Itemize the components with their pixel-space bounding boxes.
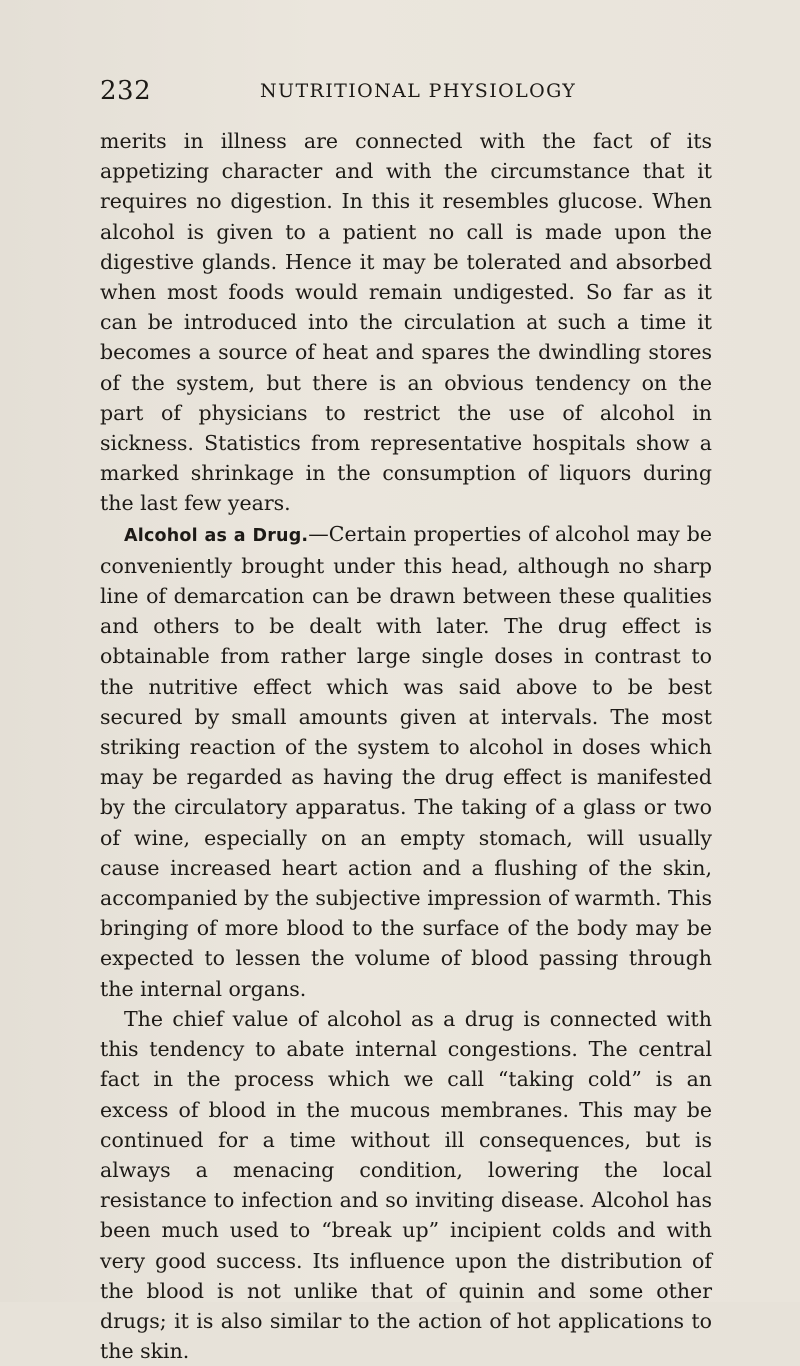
page-number: 232 xyxy=(100,76,152,106)
paragraph-2 xyxy=(100,519,712,1004)
paragraph-1: merits in illness are connected with the fact of its appetizing character and with the circumstance that it requires no digestion. In this it resembles glucose. When alcohol is given to a patient no call is made upon the digestive glands. Hence it may be tolerated and absorbed when most foods would remain undigested. So far as it can be introduced into the circulation at such a time it becomes a source of heat and spares the dwindling stores of the system, but there is an obvious tendency on the part of physicians to restrict the use of alcohol in sickness. Statistics from representative hospitals show a marked shrinkage in the consumption of liquors during the last few years. xyxy=(100,129,712,516)
paragraph-2-text: —Certain properties of alcohol may be conveniently brought under this head, although no sharp line of demarcation can be drawn between these qualities and others to be dealt with later. The drug effect is obtainable from rather large single doses in contrast to the nutritive effect which was said above to be best secured by small amounts given at intervals. The most striking reaction of the system to alcohol in doses which may be regarded as having the drug effect is manifested by the circulatory apparatus. The taking of a glass or two of wine, especially on an empty stomach, will usually cause increased heart action and a flushing of the skin, accompanied by the subjective impression of warmth. This bringing of more blood to the surface of the body may be expected to lessen the volume of blood passing through the internal organs. xyxy=(100,521,713,1001)
page-header xyxy=(100,73,712,109)
running-head: NUTRITIONAL PHYSIOLOGY xyxy=(260,80,577,102)
paragraph-3: The chief value of alcohol as a drug is connected with this tendency to abate internal congestions. The central fact in the process which we call “taking cold” is an excess of blood in the mucous membranes. This may be continued for a time without ill consequences, but is always a menacing condition, lowering the local resistance to infection and so inviting disease. Alcohol has been much used to “break up” incipient colds and with very good success. Its influence upon the distribution of the blood is not unlike that of quinin and some other drugs; it is also similar to the action of hot applications to the skin. xyxy=(100,1006,712,1364)
section-heading: Alcohol as a Drug. xyxy=(124,525,309,546)
body-text xyxy=(100,126,712,1366)
